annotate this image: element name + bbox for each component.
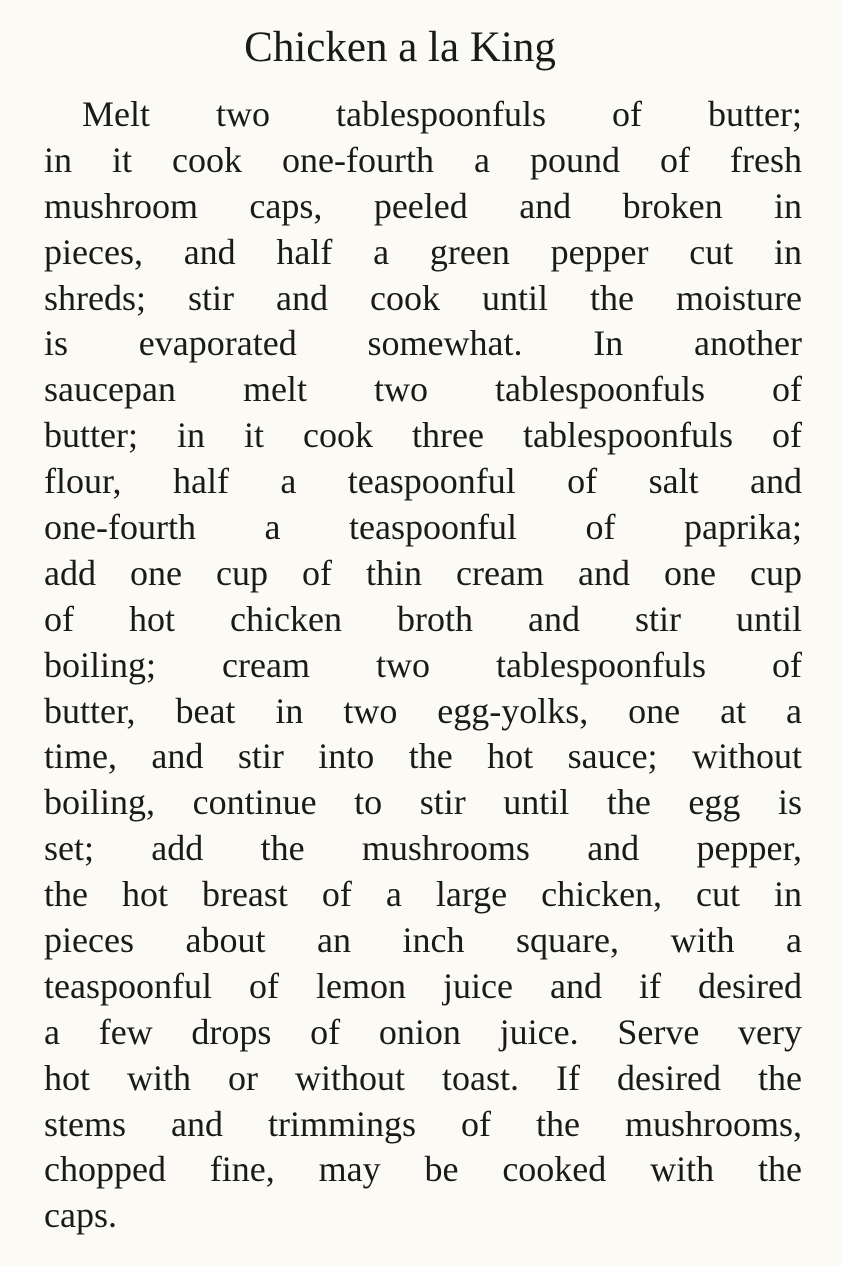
- recipe-line: hot with or without toast. If desired the: [44, 1057, 802, 1098]
- recipe-line: add one cup of thin cream and one cup: [44, 552, 802, 593]
- recipe-body: [44, 92, 802, 1239]
- recipe-line: butter; in it cook three tablespoonfuls of: [44, 415, 802, 456]
- recipe-line: butter, beat in two egg-yolks, one at a: [44, 690, 802, 731]
- recipe-line: a few drops of onion juice. Serve very: [44, 1011, 802, 1052]
- recipe-line: of hot chicken broth and stir until: [44, 598, 802, 639]
- recipe-line: the hot breast of a large chicken, cut in: [44, 874, 802, 915]
- recipe-line: boiling; cream two tablespoonfuls of: [44, 644, 802, 685]
- recipe-title: Chicken a la King: [244, 24, 556, 71]
- recipe-line: flour, half a teaspoonful of salt and: [44, 461, 802, 502]
- recipe-line: stems and trimmings of the mushrooms,: [44, 1103, 802, 1144]
- recipe-line: caps.: [44, 1195, 117, 1236]
- recipe-line: set; add the mushrooms and pepper,: [44, 828, 802, 869]
- recipe-line: mushroom caps, peeled and broken in: [44, 185, 802, 226]
- recipe-line: shreds; stir and cook until the moisture: [44, 277, 802, 318]
- recipe-line: saucepan melt two tablespoonfuls of: [44, 369, 802, 410]
- recipe-line: Melt two tablespoonfuls of butter;: [82, 94, 802, 134]
- recipe-line: teaspoonful of lemon juice and if desired: [44, 965, 802, 1006]
- recipe-line: time, and stir into the hot sauce; without: [44, 736, 802, 777]
- recipe-line: boiling, continue to stir until the egg is: [44, 782, 802, 823]
- recipe-line: one-fourth a teaspoonful of paprika;: [44, 507, 802, 548]
- recipe-line: pieces about an inch square, with a: [44, 920, 802, 961]
- recipe-line: is evaporated somewhat. In another: [44, 323, 802, 364]
- recipe-line: pieces, and half a green pepper cut in: [44, 231, 802, 272]
- recipe-line: chopped fine, may be cooked with the: [44, 1149, 802, 1190]
- recipe-line: in it cook one-fourth a pound of fresh: [44, 139, 802, 180]
